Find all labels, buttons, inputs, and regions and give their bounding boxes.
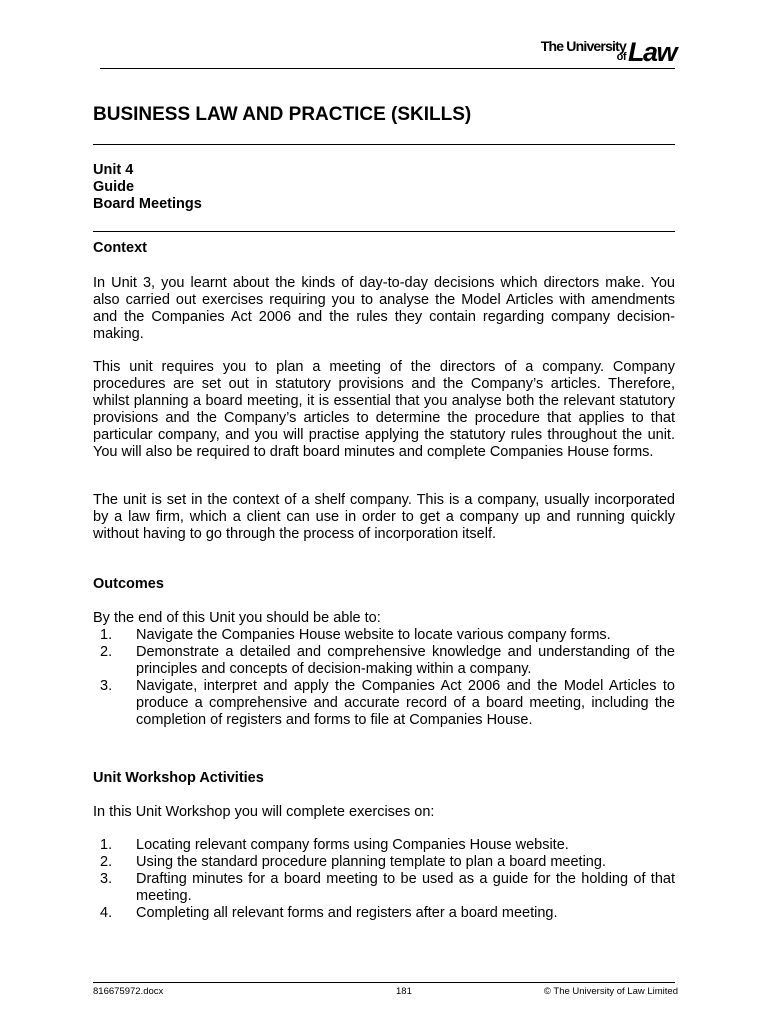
item-number: 1. (100, 627, 113, 643)
item-number: 3. (100, 871, 113, 887)
list-item (93, 871, 675, 905)
unit-type: Guide (93, 179, 135, 195)
item-text: Navigate, interpret and apply the Companies Act 2006 and the Model Articles to produce a comprehensive and accurate record of a board meeting, including the completion of registers and forms to file at Companies House. (136, 678, 675, 728)
unit-block (93, 162, 202, 213)
unit-number: Unit 4 (93, 162, 134, 178)
title-rule (93, 144, 675, 145)
context-paragraph: In Unit 3, you learnt about the kinds of day-to-day decisions which directors make. You also carried out exercises requiring you to analyse the Model Articles with amendments and the Companies Act 2006 and the rules they contain regarding company decision-making. (93, 275, 675, 342)
page-title: BUSINESS LAW AND PRACTICE (SKILLS) (93, 104, 472, 125)
item-number: 4. (100, 905, 113, 921)
header-rule (100, 68, 675, 69)
item-text: Demonstrate a detailed and comprehensive knowledge and understanding of the principles and concepts of decision-making within a company. (136, 644, 675, 677)
context-paragraph: This unit requires you to plan a meeting of the directors of a company. Company procedures are set out in statutory provisions and the Company’s articles. Therefore, whilst planning a board meeting, it is essential that you analyse both the relevant statutory provisions and the Company’s articles to determine the procedure that applies to that particular company, and you will practise applying the statutory rules throughout the unit. You will also be required to draft board minutes and complete Companies House forms. (93, 359, 675, 460)
outcomes-heading: Outcomes (93, 576, 164, 592)
item-text: Locating relevant company forms using Companies House website. (136, 837, 569, 853)
logo-line-2: of (616, 51, 626, 63)
item-number: 2. (100, 854, 113, 870)
list-item (93, 905, 675, 922)
outcomes-list (93, 627, 675, 729)
item-number: 1. (100, 837, 113, 853)
logo-line-3: Law (627, 37, 676, 67)
unit-rule (93, 231, 675, 232)
footer-copyright: © The University of Law Limited (543, 986, 678, 997)
footer-page-number: 181 (396, 986, 412, 997)
university-logo (540, 36, 676, 67)
item-text: Drafting minutes for a board meeting to be used as a guide for the holding of that meeting. (136, 871, 675, 904)
list-item (93, 837, 675, 854)
item-number: 2. (100, 644, 113, 660)
footer-rule (93, 982, 675, 983)
item-text: Navigate the Companies House website to locate various company forms. (136, 627, 611, 643)
logo-line-1: The University (540, 38, 626, 54)
list-item (93, 678, 675, 729)
list-item (93, 644, 675, 678)
item-text: Using the standard procedure planning template to plan a board meeting. (136, 854, 606, 870)
item-text: Completing all relevant forms and registers after a board meeting. (136, 905, 558, 921)
context-paragraph: The unit is set in the context of a shelf company. This is a company, usually incorporated by a law firm, which a client can use in order to get a company up and running quickly without having to go through the process of incorporation itself. (93, 492, 675, 542)
footer-filename: 816675972.docx (93, 986, 164, 997)
unit-topic: Board Meetings (93, 196, 202, 212)
list-item (93, 854, 675, 871)
workshop-intro: In this Unit Workshop you will complete exercises on: (93, 804, 435, 820)
outcomes-intro: By the end of this Unit you should be able to: (93, 610, 381, 626)
workshop-heading: Unit Workshop Activities (93, 770, 264, 786)
item-number: 3. (100, 678, 113, 694)
context-heading: Context (93, 240, 147, 256)
list-item (93, 627, 675, 644)
workshop-list (93, 837, 675, 922)
